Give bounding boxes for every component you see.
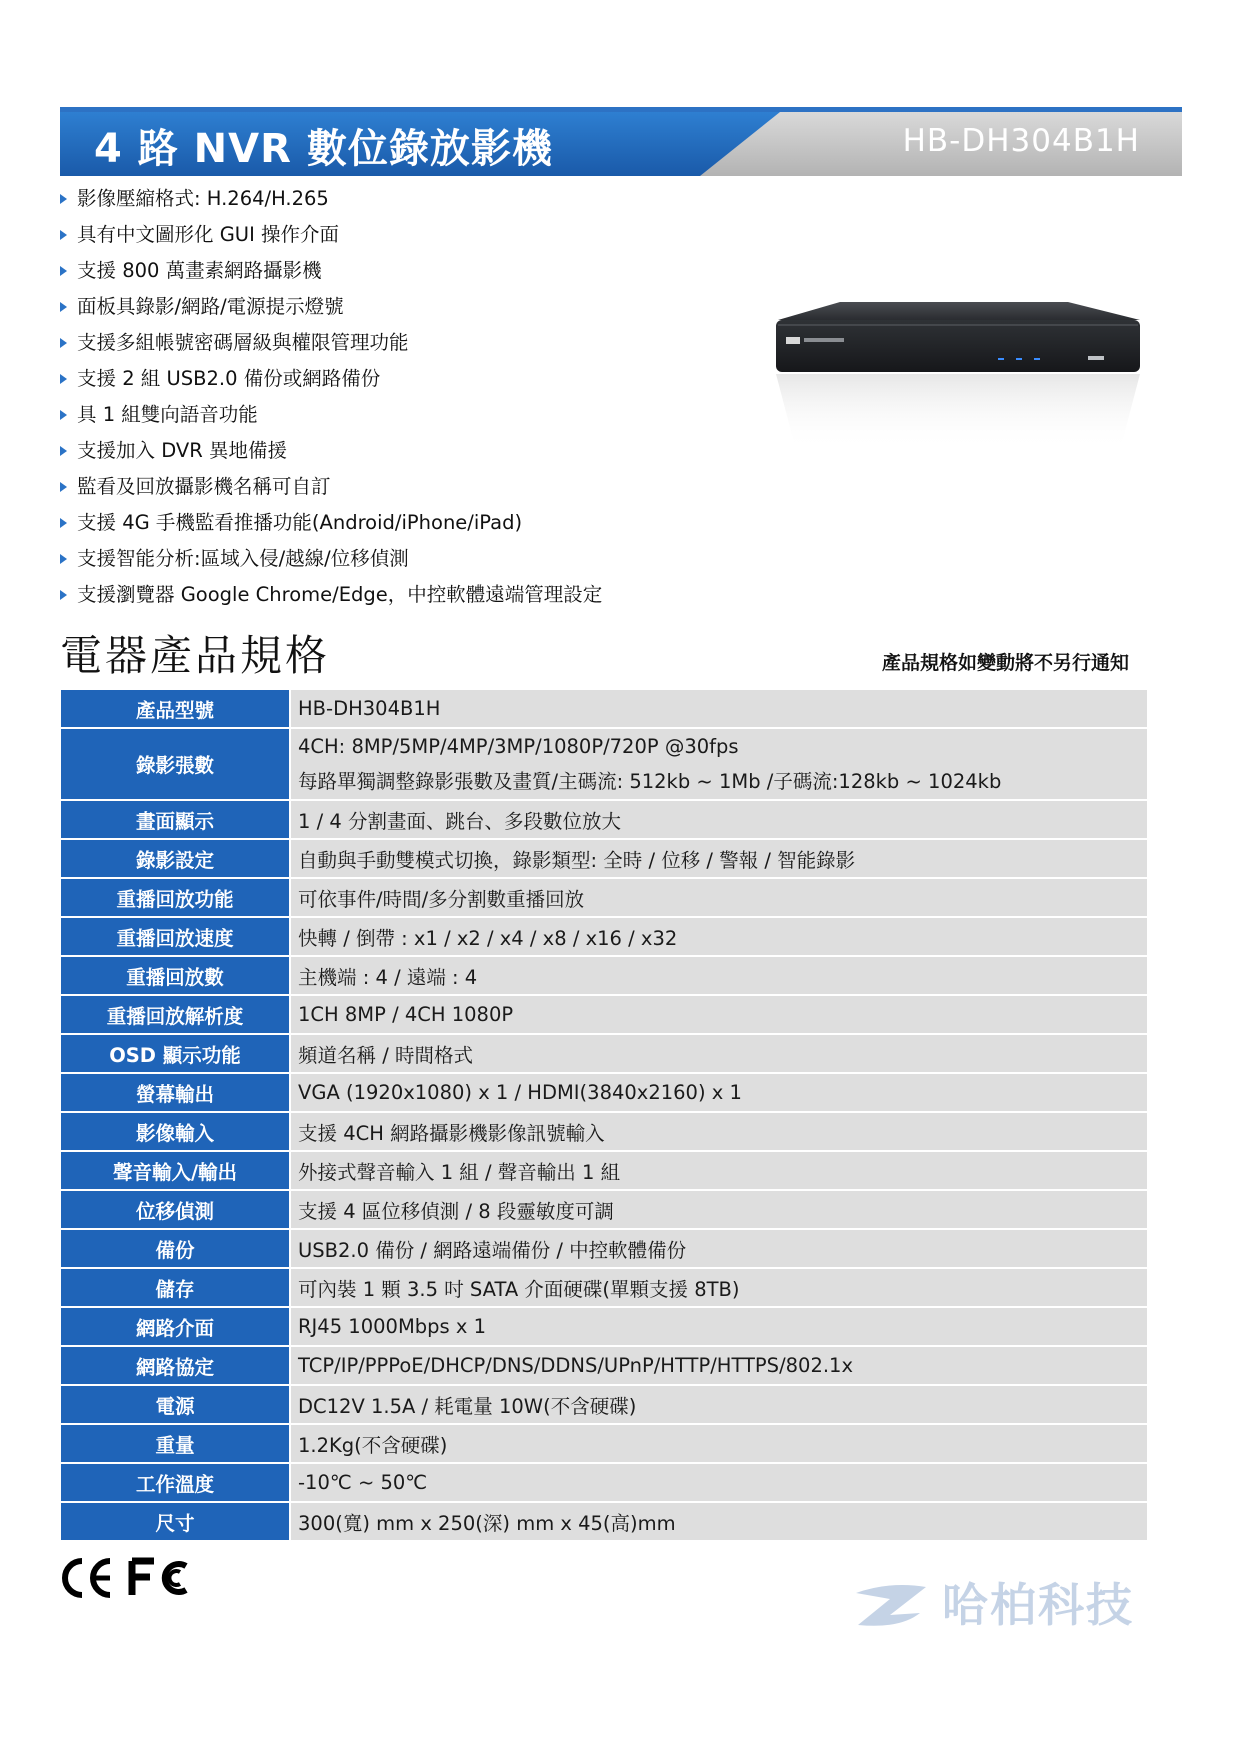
feature-item: 支援 800 萬畫素網路攝影機: [60, 255, 820, 291]
bullet-icon: [60, 446, 67, 456]
spec-value: 1CH 8MP / 4CH 1080P: [291, 996, 1147, 1033]
model-number: HB-DH304B1H: [902, 123, 1140, 159]
table-row: [61, 957, 1147, 994]
table-row: [61, 1113, 1147, 1150]
bullet-icon: [60, 554, 67, 564]
spec-label: 重播回放數: [61, 957, 289, 994]
spec-value: 自動與手動雙模式切換，錄影類型: 全時 / 位移 / 警報 / 智能錄影: [291, 840, 1147, 877]
spec-value: DC12V 1.5A / 耗電量 10W(不含硬碟): [291, 1386, 1147, 1423]
table-row: [61, 1464, 1147, 1501]
spec-value: 1.2Kg(不含硬碟): [291, 1425, 1147, 1462]
feature-item: 支援瀏覽器 Google Chrome/Edge，中控軟體遠端管理設定: [60, 579, 820, 615]
spec-value: -10℃ ~ 50℃: [291, 1464, 1147, 1501]
spec-label: 錄影張數: [61, 729, 289, 799]
spec-label: 儲存: [61, 1269, 289, 1306]
table-row: [61, 1191, 1147, 1228]
feature-item: 影像壓縮格式: H.264/H.265: [60, 183, 820, 219]
table-row: [61, 690, 1147, 727]
bullet-icon: [60, 230, 67, 240]
spec-label: 網路介面: [61, 1308, 289, 1345]
brand-logo: [850, 1575, 1170, 1635]
spec-value: 4CH: 8MP/5MP/4MP/3MP/1080P/720P @30fps 每路單獨調整錄影張數及畫質/主碼流: 512kb ~ 1Mb /子碼流:128kb ~ 1024kb: [291, 729, 1147, 799]
certification-marks: [58, 1553, 208, 1603]
spec-value: RJ45 1000Mbps x 1: [291, 1308, 1147, 1345]
feature-item: 支援智能分析:區域入侵/越線/位移偵測: [60, 543, 820, 579]
brand-swoosh-icon: [850, 1579, 930, 1631]
table-row: [61, 1503, 1147, 1540]
table-row: [61, 1269, 1147, 1306]
spec-value: 1 / 4 分割畫面、跳台、多段數位放大: [291, 801, 1147, 838]
spec-value: VGA (1920x1080) x 1 / HDMI(3840x2160) x 1: [291, 1074, 1147, 1111]
spec-value: 快轉 / 倒帶 : x1 / x2 / x4 / x8 / x16 / x32: [291, 918, 1147, 955]
bullet-icon: [60, 374, 67, 384]
feature-item: 支援 4G 手機監看推播功能(Android/iPhone/iPad): [60, 507, 820, 543]
table-row: [61, 1035, 1147, 1072]
table-row: [61, 729, 1147, 799]
spec-label: 網路協定: [61, 1347, 289, 1384]
table-row: [61, 1347, 1147, 1384]
feature-item: 面板具錄影/網路/電源提示燈號: [60, 291, 820, 327]
spec-label: 產品型號: [61, 690, 289, 727]
nvr-device-image: [768, 280, 1148, 470]
section-title: 電器產品規格: [60, 631, 331, 680]
ce-mark-icon: [65, 1561, 110, 1595]
spec-label: 重播回放解析度: [61, 996, 289, 1033]
bullet-icon: [60, 302, 67, 312]
spec-label: OSD 顯示功能: [61, 1035, 289, 1072]
spec-value: 可內裝 1 顆 3.5 吋 SATA 介面硬碟(單顆支援 8TB): [291, 1269, 1147, 1306]
bullet-icon: [60, 266, 67, 276]
spec-value: 可依事件/時間/多分割數重播回放: [291, 879, 1147, 916]
spec-table: [61, 690, 1147, 1542]
spec-label: 位移偵測: [61, 1191, 289, 1228]
spec-label: 備份: [61, 1230, 289, 1267]
feature-item: 支援加入 DVR 異地備援: [60, 435, 820, 471]
spec-value: 支援 4 區位移偵測 / 8 段靈敏度可調: [291, 1191, 1147, 1228]
fc-mark-icon: [132, 1561, 186, 1595]
spec-label: 重播回放功能: [61, 879, 289, 916]
feature-item: 監看及回放攝影機名稱可自訂: [60, 471, 820, 507]
table-row: [61, 1425, 1147, 1462]
feature-list: [60, 183, 820, 615]
table-row: [61, 1230, 1147, 1267]
spec-label: 聲音輸入/輸出: [61, 1152, 289, 1189]
bullet-icon: [60, 194, 67, 204]
feature-item: 具有中文圖形化 GUI 操作介面: [60, 219, 820, 255]
spec-value: 外接式聲音輸入 1 組 / 聲音輸出 1 組: [291, 1152, 1147, 1189]
spec-label: 重量: [61, 1425, 289, 1462]
spec-value: USB2.0 備份 / 網路遠端備份 / 中控軟體備份: [291, 1230, 1147, 1267]
spec-value: 頻道名稱 / 時間格式: [291, 1035, 1147, 1072]
bullet-icon: [60, 338, 67, 348]
page-title: 4 路 NVR 數位錄放影機: [94, 126, 553, 172]
spec-label: 電源: [61, 1386, 289, 1423]
spec-value: 支援 4CH 網路攝影機影像訊號輸入: [291, 1113, 1147, 1150]
spec-label: 錄影設定: [61, 840, 289, 877]
table-row: [61, 1308, 1147, 1345]
bullet-icon: [60, 410, 67, 420]
table-row: [61, 1074, 1147, 1111]
spec-label: 工作溫度: [61, 1464, 289, 1501]
bullet-icon: [60, 518, 67, 528]
brand-name: 哈柏科技: [942, 1578, 1134, 1632]
spec-value: 300(寬) mm x 250(深) mm x 45(高)mm: [291, 1503, 1147, 1540]
header-banner: [60, 107, 1182, 176]
spec-label: 重播回放速度: [61, 918, 289, 955]
table-row: [61, 840, 1147, 877]
table-row: [61, 996, 1147, 1033]
table-row: [61, 879, 1147, 916]
feature-item: 支援 2 組 USB2.0 備份或網路備份: [60, 363, 820, 399]
table-row: [61, 801, 1147, 838]
spec-change-notice: 產品規格如變動將不另行通知: [881, 652, 1129, 674]
bullet-icon: [60, 590, 67, 600]
spec-value: HB-DH304B1H: [291, 690, 1147, 727]
spec-value: 主機端 : 4 / 遠端 : 4: [291, 957, 1147, 994]
feature-item: 支援多組帳號密碼層級與權限管理功能: [60, 327, 820, 363]
table-row: [61, 1152, 1147, 1189]
bullet-icon: [60, 482, 67, 492]
spec-label: 影像輸入: [61, 1113, 289, 1150]
table-row: [61, 918, 1147, 955]
table-row: [61, 1386, 1147, 1423]
spec-label: 畫面顯示: [61, 801, 289, 838]
spec-label: 尺寸: [61, 1503, 289, 1540]
spec-label: 螢幕輸出: [61, 1074, 289, 1111]
spec-value: TCP/IP/PPPoE/DHCP/DNS/DDNS/UPnP/HTTP/HTTPS/802.1x: [291, 1347, 1147, 1384]
feature-item: 具 1 組雙向語音功能: [60, 399, 820, 435]
